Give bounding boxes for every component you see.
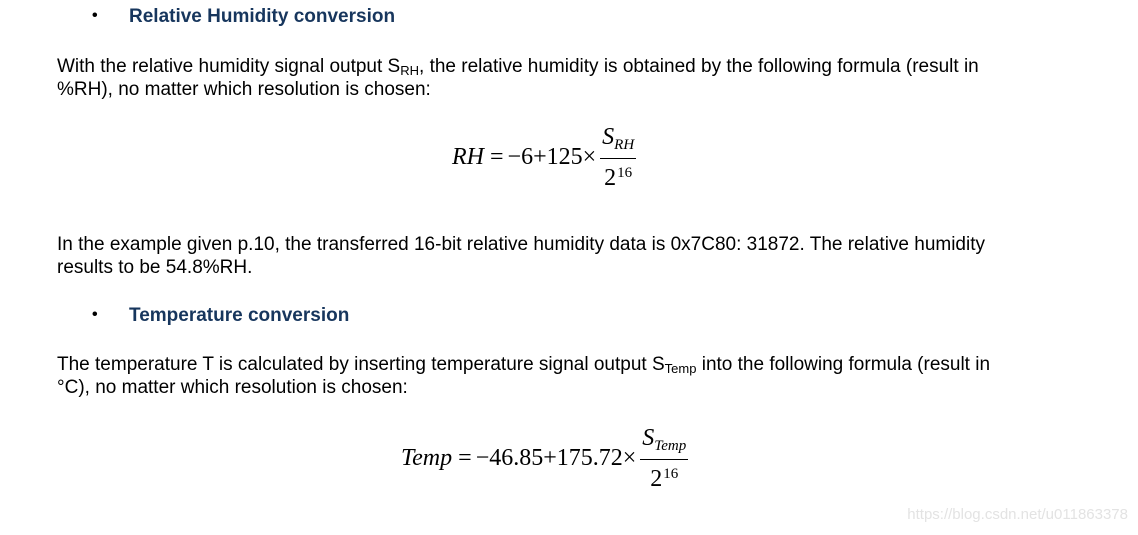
temp-formula-numerator bbox=[640, 426, 688, 459]
rh-intro-text-2: , the relative humidity is obtained by the following formula (result in bbox=[419, 56, 979, 77]
rh-example-paragraph bbox=[57, 233, 1053, 279]
rh-intro-text-1: With the relative humidity signal output S bbox=[57, 56, 401, 77]
rh-example-text-2: results to be 54.8%RH. bbox=[57, 257, 253, 278]
rh-intro-subscript: RH bbox=[400, 63, 420, 78]
rh-formula-num-symbol: S bbox=[602, 124, 615, 150]
temp-intro-text-2: into the following formula (result in bbox=[696, 354, 991, 375]
temp-intro-text-3: °C), no matter which resolution is chosen: bbox=[57, 377, 408, 398]
temp-intro-paragraph bbox=[57, 353, 1053, 399]
rh-formula-fraction bbox=[600, 125, 636, 190]
rh-formula-numerator bbox=[600, 125, 636, 158]
rh-formula-constants: −6+125× bbox=[507, 144, 597, 170]
temp-formula-num-symbol: S bbox=[642, 425, 655, 451]
temp-intro-subscript: Temp bbox=[664, 361, 697, 376]
rh-formula-num-subscript: RH bbox=[614, 137, 635, 153]
bullet-icon: • bbox=[92, 306, 98, 323]
rh-formula-equals: = bbox=[490, 144, 504, 170]
temp-formula-equals: = bbox=[458, 445, 472, 471]
rh-formula-den-exponent: 16 bbox=[617, 165, 633, 181]
temp-formula-den-exponent: 16 bbox=[663, 466, 679, 482]
rh-formula-lhs: RH bbox=[452, 144, 484, 170]
rh-section-heading bbox=[92, 6, 395, 28]
rh-section-title: Relative Humidity conversion bbox=[129, 6, 396, 27]
rh-intro-paragraph bbox=[57, 55, 1053, 101]
temp-intro-text-1: The temperature T is calculated by inserting temperature signal output S bbox=[57, 354, 665, 375]
temp-section-heading bbox=[92, 305, 349, 327]
temp-formula-fraction bbox=[640, 426, 688, 491]
temp-section-title: Temperature conversion bbox=[129, 305, 350, 326]
temp-formula-denominator bbox=[650, 460, 678, 491]
temp-formula-lhs: Temp bbox=[401, 445, 453, 471]
rh-formula bbox=[452, 125, 636, 190]
rh-example-text-1: In the example given p.10, the transferred 16-bit relative humidity data is 0x7C80: 31872. The relative humidity bbox=[57, 234, 986, 255]
temp-formula bbox=[401, 426, 688, 491]
rh-formula-denominator bbox=[604, 159, 632, 190]
bullet-icon: • bbox=[92, 7, 98, 24]
rh-formula-den-base: 2 bbox=[604, 165, 617, 191]
rh-intro-text-3: %RH), no matter which resolution is chosen: bbox=[57, 79, 431, 100]
temp-formula-constants: −46.85+175.72× bbox=[475, 445, 637, 471]
temp-formula-num-subscript: Temp bbox=[654, 438, 687, 454]
temp-formula-den-base: 2 bbox=[650, 466, 663, 492]
watermark-text: https://blog.csdn.net/u011863378 bbox=[907, 506, 1128, 523]
